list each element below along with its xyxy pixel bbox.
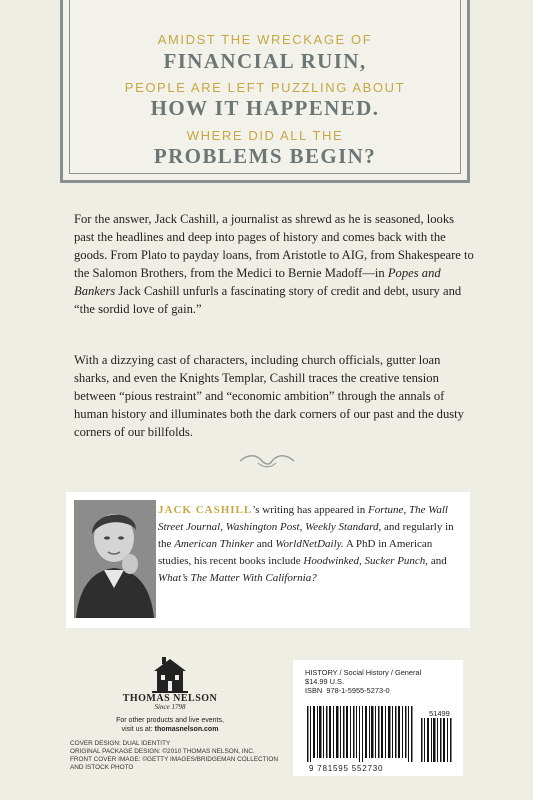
author-name: JACK CASHILL (158, 504, 253, 516)
barcode-number: 9 781595 552730 (309, 764, 384, 773)
price: $14.99 U.S. (305, 677, 345, 686)
description-paragraph-2 (74, 351, 474, 441)
price-block (305, 668, 455, 695)
cover-credits (70, 740, 300, 772)
bisac-category: HISTORY / Social History / General (305, 668, 422, 677)
author-bio-text (158, 502, 464, 587)
headline-line-1: AMIDST THE WRECKAGE OF (157, 32, 373, 47)
isbn-number: 978-1-5955-5273-0 (326, 686, 390, 695)
visit-line-1: For other products and live events, (116, 717, 224, 724)
author-photo (74, 500, 156, 618)
description-text: For the answer, Jack Cashill, a journalist as shrewd as he is seasoned, looks past the headlines and deep into pages of history and comes back with the goods. From Plato to payday loans, from Aristotle to AIG, from Shakespeare to the Salomon Brothers, from the Medici to Bernie Madoff—in (74, 212, 474, 280)
headline-line-5: WHERE DID ALL THE (186, 128, 344, 143)
credit-line: ORIGINAL PACKAGE DESIGN: ©2010 THOMAS NELSON, INC. (70, 748, 255, 755)
author-bio-box (66, 492, 470, 628)
headline-line-4: HOW IT HAPPENED. (150, 96, 380, 120)
description-text: Jack Cashill unfurls a fascinating story of credit and debt, usury and “the sordid love of gain.” (74, 284, 462, 316)
barcode-addon: 51499 (429, 709, 450, 718)
bio-publication: WorldNetDaily. (275, 538, 344, 550)
author-portrait-icon (74, 500, 156, 618)
bio-publication: The Wall Street Journal, Washington Post, Weekly Standard, (158, 504, 448, 533)
publisher-url-link[interactable]: thomasnelson.com (154, 726, 219, 733)
bio-publication: American Thinker (174, 538, 254, 550)
headline-line-2: FINANCIAL RUIN, (163, 49, 367, 73)
flourish-ornament-icon (236, 452, 298, 470)
bio-text: and regularly in the (158, 521, 454, 550)
headline-frame (60, 0, 470, 183)
bio-text: and (253, 538, 276, 550)
credit-line: COVER DESIGN: DUAL IDENTITY (70, 740, 171, 747)
credit-line: FRONT COVER IMAGE: ©GETTY IMAGES/BRIDGEMAN COLLECTION (70, 756, 278, 763)
credit-line: AND ISTOCK PHOTO (70, 764, 134, 771)
publisher-name: THOMAS NELSON (122, 693, 218, 704)
isbn-line (305, 686, 455, 695)
publisher-visit-text (80, 716, 260, 734)
headline-line-3: PEOPLE ARE LEFT PUZZLING ABOUT (124, 80, 406, 95)
bio-book: What’s The Matter With California? (158, 572, 317, 584)
visit-prefix: visit us at: (121, 726, 155, 733)
description-text: With a dizzying cast of characters, including church officials, gutter loan sharks, and even the Knights Templar, Cashill traces the creative tension between “pious restraint” and “economic ambition” through the annals of human history and illuminates both the dark corners of our past and the dusty corners of our billfolds. (74, 353, 464, 439)
barcode-box (293, 660, 463, 776)
thomas-nelson-house-logo-icon (130, 655, 210, 695)
bio-text: and (428, 555, 447, 567)
bio-publication: Fortune, (368, 504, 407, 516)
headline-line-6: PROBLEMS BEGIN? (153, 144, 377, 168)
publisher-since: Since 1798 (154, 703, 186, 711)
bio-text: A PhD in American studies, his recent books include (158, 538, 433, 567)
book-title: Popes and Bankers (74, 266, 441, 298)
description-paragraph-1 (74, 210, 474, 318)
isbn-label: ISBN (305, 686, 323, 695)
bio-book: Hoodwinked, Sucker Punch, (303, 555, 429, 567)
visit-line-2 (80, 725, 260, 734)
bio-text: ’s writing has appeared in (252, 504, 368, 516)
